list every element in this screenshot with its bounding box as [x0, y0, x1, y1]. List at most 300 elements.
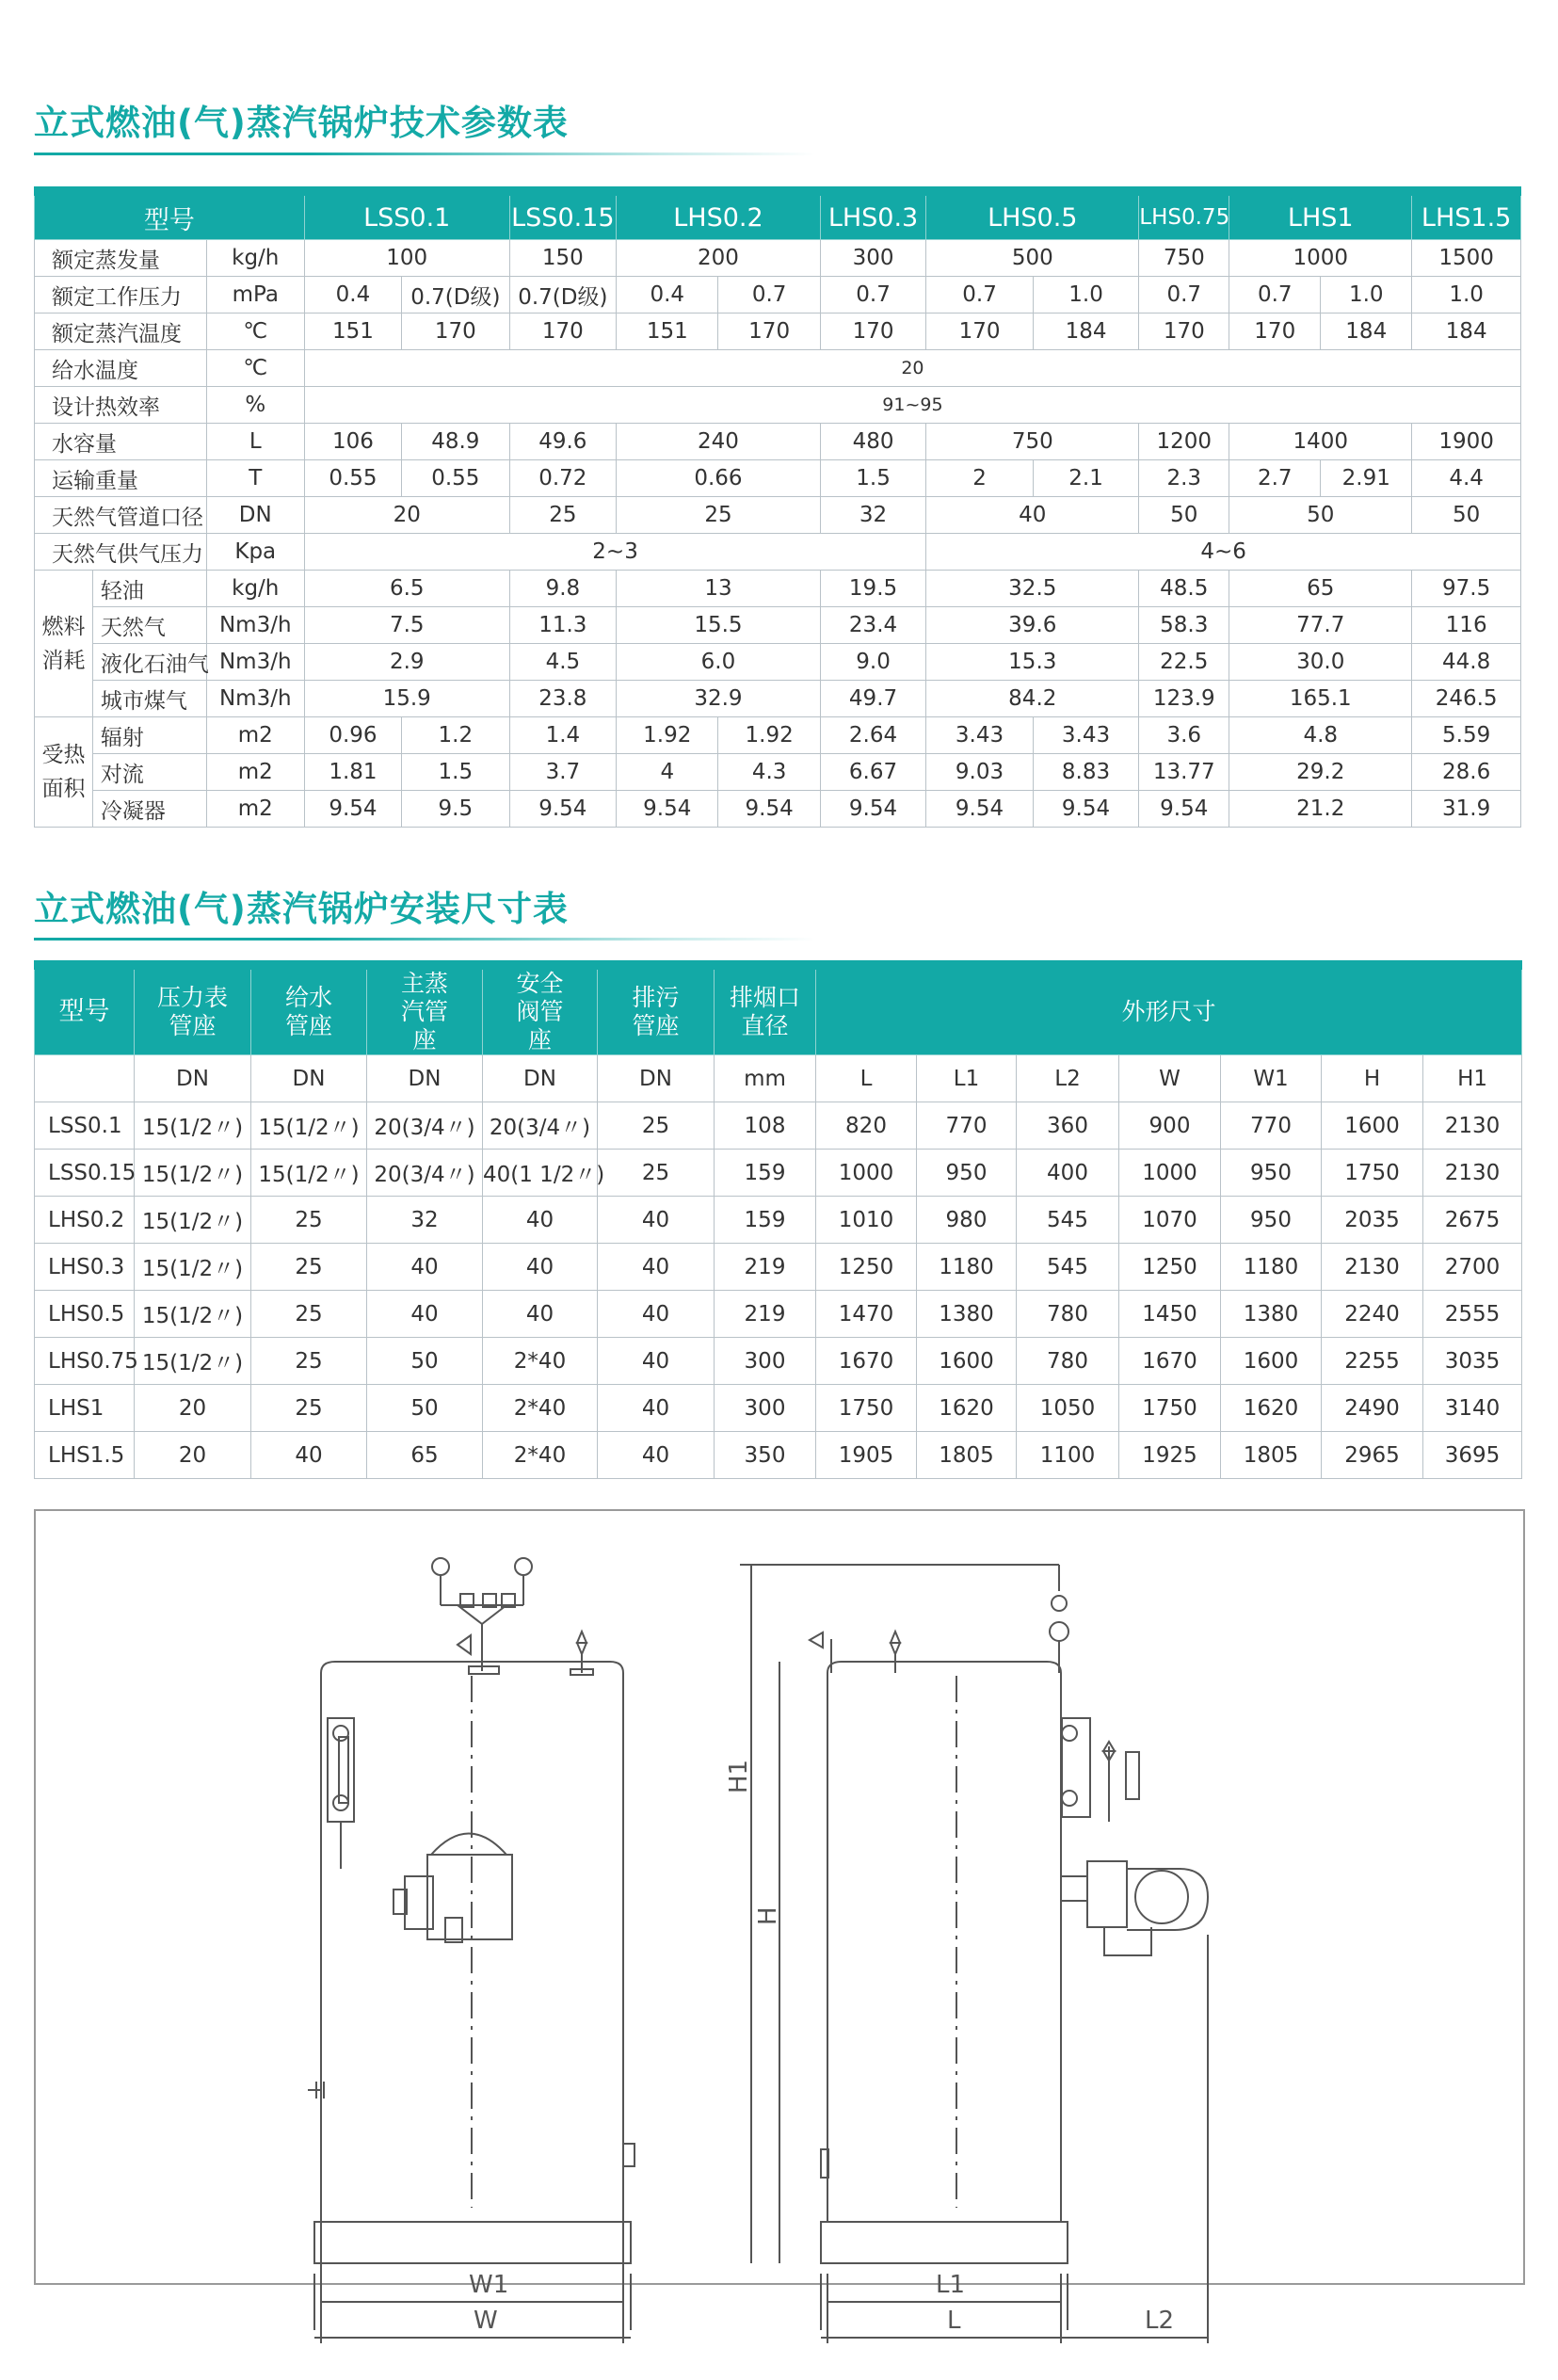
table-cell: 159	[715, 1150, 816, 1197]
table-cell: 48.5	[1139, 571, 1229, 607]
row-label: 液化石油气	[92, 644, 206, 681]
dimensions-table-body	[35, 1102, 1522, 1479]
column-header: 安全阀管座	[483, 970, 598, 1055]
unit-cell: W	[1119, 1055, 1221, 1102]
table-cell: 1.92	[617, 717, 718, 754]
table-cell: 0.7	[718, 277, 820, 314]
table-cell: 21.2	[1229, 791, 1412, 828]
table-cell: 58.3	[1139, 607, 1229, 644]
table-cell: 1470	[816, 1291, 917, 1338]
table-row	[35, 1432, 1522, 1479]
table-cell: 97.5	[1412, 571, 1521, 607]
row-unit: Nm3/h	[206, 644, 304, 681]
table-cell: 15.9	[304, 681, 509, 717]
table-cell: 545	[1017, 1244, 1119, 1291]
row-label: 城市煤气	[92, 681, 206, 717]
table-cell: 25	[251, 1291, 367, 1338]
table-cell: 170	[926, 314, 1034, 350]
table-cell: 1600	[1221, 1338, 1322, 1385]
table-cell: 1000	[1229, 240, 1412, 277]
table-cell: 480	[820, 424, 925, 460]
table-cell: 1250	[816, 1244, 917, 1291]
table-cell: 2~3	[304, 534, 925, 571]
table-cell: 13	[617, 571, 821, 607]
table-cell: 2675	[1423, 1197, 1522, 1244]
table-cell: 1750	[1119, 1385, 1221, 1432]
table-cell: 20(3/4〃)	[367, 1102, 483, 1150]
column-header: 压力表管座	[135, 970, 251, 1055]
dim-label-w1: W1	[469, 2271, 509, 2299]
table-cell: 1250	[1119, 1244, 1221, 1291]
table-cell: 23.8	[509, 681, 617, 717]
table-cell: 40	[598, 1291, 715, 1338]
table-cell: 2255	[1322, 1338, 1423, 1385]
table-cell: 4.8	[1229, 717, 1412, 754]
unit-cell: L	[816, 1055, 917, 1102]
row-unit: ℃	[206, 314, 304, 350]
model-cell: LSS0.15	[35, 1150, 135, 1197]
table-cell: 1620	[917, 1385, 1017, 1432]
technical-parameters-table	[34, 186, 1521, 828]
install-table-title: 立式燃油(气)蒸汽锅炉安装尺寸表	[34, 889, 569, 929]
table-cell: 151	[304, 314, 401, 350]
table-cell: 1900	[1412, 424, 1521, 460]
table-cell: 15(1/2〃)	[251, 1102, 367, 1150]
dimensions-header: 外形尺寸	[816, 970, 1522, 1055]
table-cell: 2*40	[483, 1385, 598, 1432]
row-unit: Nm3/h	[206, 607, 304, 644]
table-cell: 3695	[1423, 1432, 1522, 1479]
table-top-bar	[35, 187, 1521, 196]
front-view	[308, 1558, 634, 2343]
row-label: 天然气供气压力	[35, 534, 207, 571]
model-cell: LHS0.3	[35, 1244, 135, 1291]
table-cell: 9.54	[304, 791, 401, 828]
table-cell: 1070	[1119, 1197, 1221, 1244]
table-cell: 20(3/4〃)	[483, 1102, 598, 1150]
table-cell: 9.54	[820, 791, 925, 828]
table-cell: 50	[367, 1385, 483, 1432]
table-cell: 1450	[1119, 1291, 1221, 1338]
dim-label-w: W	[474, 2307, 498, 2335]
table-cell: 50	[1412, 497, 1521, 534]
table-cell: 15(1/2〃)	[251, 1150, 367, 1197]
model-col-header: LHS1	[1229, 196, 1412, 240]
table-cell: 32.5	[926, 571, 1139, 607]
table-cell: 400	[1017, 1150, 1119, 1197]
table-cell: 50	[1139, 497, 1229, 534]
table-cell: 1.0	[1412, 277, 1521, 314]
table-cell: 40	[367, 1244, 483, 1291]
row-label: 对流	[92, 754, 206, 791]
unit-cell: DN	[483, 1055, 598, 1102]
table-cell: 2.7	[1229, 460, 1321, 497]
row-label: 额定工作压力	[35, 277, 207, 314]
table-cell: 170	[820, 314, 925, 350]
table-cell: 170	[1229, 314, 1321, 350]
table-cell: 106	[304, 424, 401, 460]
model-col-header: LSS0.1	[304, 196, 509, 240]
table-cell: 40(1 1/2〃)	[483, 1150, 598, 1197]
table-cell: 4.3	[718, 754, 820, 791]
fuel-group-label: 燃料消耗	[35, 571, 93, 717]
unit-cell: H	[1322, 1055, 1423, 1102]
table-cell: 184	[1033, 314, 1138, 350]
table-cell: 1905	[816, 1432, 917, 1479]
table-cell: 2555	[1423, 1291, 1522, 1338]
row-label: 运输重量	[35, 460, 207, 497]
table-cell: 159	[715, 1197, 816, 1244]
table-cell: 0.66	[617, 460, 821, 497]
table-cell: 65	[367, 1432, 483, 1479]
table-cell: 108	[715, 1102, 816, 1150]
table-cell: 116	[1412, 607, 1521, 644]
table-cell: 1925	[1119, 1432, 1221, 1479]
table-cell: 219	[715, 1244, 816, 1291]
title-underline	[34, 153, 815, 155]
table-cell: 1050	[1017, 1385, 1119, 1432]
model-cell: LSS0.1	[35, 1102, 135, 1150]
row-unit: Nm3/h	[206, 681, 304, 717]
table-cell: 25	[251, 1197, 367, 1244]
table-row	[35, 1338, 1522, 1385]
table-cell: 4.5	[509, 644, 617, 681]
table-cell: 25	[509, 497, 617, 534]
table-cell: 1.5	[402, 754, 510, 791]
table-cell: 300	[715, 1385, 816, 1432]
table-cell: 1600	[1322, 1102, 1423, 1150]
table-cell: 9.54	[926, 791, 1034, 828]
table-cell: 0.7	[926, 277, 1034, 314]
title-underline	[34, 938, 815, 941]
table-cell: 770	[917, 1102, 1017, 1150]
table-cell: 123.9	[1139, 681, 1229, 717]
table-cell: 5.59	[1412, 717, 1521, 754]
table-cell: 1.0	[1033, 277, 1138, 314]
table-cell: 950	[917, 1150, 1017, 1197]
table-cell: 1.5	[820, 460, 925, 497]
table-cell: 15(1/2〃)	[135, 1244, 251, 1291]
table-cell: 15(1/2〃)	[135, 1197, 251, 1244]
table-cell: 15(1/2〃)	[135, 1150, 251, 1197]
table-cell: 1200	[1139, 424, 1229, 460]
table-cell: 2965	[1322, 1432, 1423, 1479]
row-unit: ℃	[206, 350, 304, 387]
table-cell: 84.2	[926, 681, 1139, 717]
table-cell: 170	[718, 314, 820, 350]
model-cell: LHS1.5	[35, 1432, 135, 1479]
unit-cell: L1	[917, 1055, 1017, 1102]
row-label: 天然气	[92, 607, 206, 644]
table-row	[35, 1102, 1522, 1150]
table-cell: 184	[1321, 314, 1412, 350]
row-label: 冷凝器	[92, 791, 206, 828]
pressure-gauge-icon	[432, 1558, 449, 1575]
table-cell: 350	[715, 1432, 816, 1479]
table-cell: 2700	[1423, 1244, 1522, 1291]
table-cell: 2*40	[483, 1432, 598, 1479]
column-header: 给水管座	[251, 970, 367, 1055]
table-cell: 6.67	[820, 754, 925, 791]
row-unit: kg/h	[206, 571, 304, 607]
table-cell: 3140	[1423, 1385, 1522, 1432]
model-col-header: LHS0.2	[617, 196, 821, 240]
table-cell: 1600	[917, 1338, 1017, 1385]
table-cell: 300	[820, 240, 925, 277]
unit-cell: DN	[251, 1055, 367, 1102]
table-cell: 1.0	[1321, 277, 1412, 314]
table-cell: 7.5	[304, 607, 509, 644]
table-cell: 980	[917, 1197, 1017, 1244]
row-unit: DN	[206, 497, 304, 534]
table-cell: 2130	[1423, 1150, 1522, 1197]
table-cell: 1750	[816, 1385, 917, 1432]
dim-label-l2: L2	[1145, 2307, 1175, 2335]
table-cell: 1000	[816, 1150, 917, 1197]
row-label: 水容量	[35, 424, 207, 460]
table-cell: 2130	[1322, 1244, 1423, 1291]
table-cell: 30.0	[1229, 644, 1412, 681]
unit-cell: DN	[598, 1055, 715, 1102]
table-cell: 2240	[1322, 1291, 1423, 1338]
table-cell: 39.6	[926, 607, 1139, 644]
table-cell: 360	[1017, 1102, 1119, 1150]
table-cell: 22.5	[1139, 644, 1229, 681]
unit-cell: DN	[135, 1055, 251, 1102]
model-col-header: LHS0.5	[926, 196, 1139, 240]
table-cell: 0.4	[617, 277, 718, 314]
table-cell: 1.4	[509, 717, 617, 754]
row-label: 额定蒸汽温度	[35, 314, 207, 350]
table-cell: 32.9	[617, 681, 821, 717]
table-cell: 23.4	[820, 607, 925, 644]
table-cell: 0.55	[304, 460, 401, 497]
installation-dimensions-table	[34, 960, 1522, 1479]
boiler-outline-drawing	[36, 1511, 1523, 2335]
table-cell: 165.1	[1229, 681, 1412, 717]
dim-label-l: L	[947, 2307, 961, 2335]
table-cell: 40	[598, 1338, 715, 1385]
table-cell: 200	[617, 240, 821, 277]
table-cell: 40	[483, 1197, 598, 1244]
table-cell: 0.7	[1229, 277, 1321, 314]
dim-label-h1: H1	[725, 1759, 753, 1793]
row-unit: L	[206, 424, 304, 460]
table-cell: 1180	[1221, 1244, 1322, 1291]
row-unit: m2	[206, 717, 304, 754]
table-cell: 9.54	[509, 791, 617, 828]
table-cell: 0.72	[509, 460, 617, 497]
table-cell: 49.6	[509, 424, 617, 460]
table-cell: 15(1/2〃)	[135, 1291, 251, 1338]
table-cell: 1180	[917, 1244, 1017, 1291]
table-cell: 65	[1229, 571, 1412, 607]
table-cell: 1805	[917, 1432, 1017, 1479]
row-label: 辐射	[92, 717, 206, 754]
unit-cell: DN	[367, 1055, 483, 1102]
table-row	[35, 1385, 1522, 1432]
table-cell: 20	[135, 1385, 251, 1432]
table-cell: 13.77	[1139, 754, 1229, 791]
table-cell: 750	[1139, 240, 1229, 277]
table-cell: 0.4	[304, 277, 401, 314]
table-cell: 1670	[816, 1338, 917, 1385]
table-cell: 9.54	[1033, 791, 1138, 828]
table-cell: 50	[367, 1338, 483, 1385]
table-cell: 1670	[1119, 1338, 1221, 1385]
spec-table-title: 立式燃油(气)蒸汽锅炉技术参数表	[34, 103, 569, 143]
table-top-bar	[35, 961, 1522, 970]
table-cell: 48.9	[402, 424, 510, 460]
table-cell: 1.92	[718, 717, 820, 754]
table-cell: 545	[1017, 1197, 1119, 1244]
table-cell: 40	[598, 1385, 715, 1432]
table-cell: 0.96	[304, 717, 401, 754]
table-row	[35, 1197, 1522, 1244]
table-row	[35, 1291, 1522, 1338]
table-cell: 1010	[816, 1197, 917, 1244]
table-cell: 1500	[1412, 240, 1521, 277]
table-cell: 20	[304, 497, 509, 534]
unit-cell: L2	[1017, 1055, 1119, 1102]
unit-cell: mm	[715, 1055, 816, 1102]
table-cell: 15(1/2〃)	[135, 1102, 251, 1150]
installation-drawing-frame	[34, 1509, 1525, 2335]
table-cell: 25	[617, 497, 821, 534]
table-cell: 9.54	[617, 791, 718, 828]
table-cell: 91~95	[304, 387, 1520, 424]
table-cell: 3.6	[1139, 717, 1229, 754]
table-cell: 28.6	[1412, 754, 1521, 791]
row-unit: m2	[206, 791, 304, 828]
table-cell: 750	[926, 424, 1139, 460]
table-cell: 1620	[1221, 1385, 1322, 1432]
table-cell: 3035	[1423, 1338, 1522, 1385]
table-cell: 900	[1119, 1102, 1221, 1150]
table-cell: 1805	[1221, 1432, 1322, 1479]
table-cell: 2*40	[483, 1338, 598, 1385]
table-cell: 151	[617, 314, 718, 350]
table-cell: 31.9	[1412, 791, 1521, 828]
table-cell: 29.2	[1229, 754, 1412, 791]
model-col-header: LHS0.75	[1139, 196, 1229, 240]
table-cell: 40	[598, 1244, 715, 1291]
dim-label-h: H	[754, 1906, 782, 1925]
table-cell: 184	[1412, 314, 1521, 350]
table-cell: 40	[483, 1291, 598, 1338]
table-cell: 2490	[1322, 1385, 1423, 1432]
table-cell: 1400	[1229, 424, 1412, 460]
table-cell: 6.0	[617, 644, 821, 681]
table-row	[35, 1150, 1522, 1197]
table-cell: 50	[1229, 497, 1412, 534]
row-unit: T	[206, 460, 304, 497]
table-cell: 40	[926, 497, 1139, 534]
row-label: 天然气管道口径	[35, 497, 207, 534]
row-label: 设计热效率	[35, 387, 207, 424]
table-cell: 40	[483, 1244, 598, 1291]
table-cell: 9.54	[718, 791, 820, 828]
table-cell: 1750	[1322, 1150, 1423, 1197]
table-cell: 2.64	[820, 717, 925, 754]
table-cell: 1.81	[304, 754, 401, 791]
table-cell: 4.4	[1412, 460, 1521, 497]
table-cell: 0.7(D级)	[509, 277, 617, 314]
model-cell: LHS0.5	[35, 1291, 135, 1338]
table-cell: 1380	[917, 1291, 1017, 1338]
table-cell: 15.3	[926, 644, 1139, 681]
table-cell: 0.7(D级)	[402, 277, 510, 314]
table-cell: 3.43	[1033, 717, 1138, 754]
row-label: 轻油	[92, 571, 206, 607]
row-unit: Kpa	[206, 534, 304, 571]
side-view	[740, 1565, 1208, 2343]
table-cell: 2.1	[1033, 460, 1138, 497]
table-cell: 19.5	[820, 571, 925, 607]
table-cell: 6.5	[304, 571, 509, 607]
table-cell: 0.7	[1139, 277, 1229, 314]
table-cell: 4	[617, 754, 718, 791]
row-unit: kg/h	[206, 240, 304, 277]
column-header: 主蒸汽管座	[367, 970, 483, 1055]
table-cell: 9.0	[820, 644, 925, 681]
table-cell: 170	[509, 314, 617, 350]
table-cell: 246.5	[1412, 681, 1521, 717]
unit-cell: W1	[1221, 1055, 1322, 1102]
table-cell: 40	[251, 1432, 367, 1479]
table-cell: 20	[135, 1432, 251, 1479]
model-cell: LHS1	[35, 1385, 135, 1432]
table-cell: 9.5	[402, 791, 510, 828]
table-cell: 1.2	[402, 717, 510, 754]
table-cell: 9.8	[509, 571, 617, 607]
table-cell: 820	[816, 1102, 917, 1150]
table-cell: 0.7	[820, 277, 925, 314]
table-cell: 40	[367, 1291, 483, 1338]
table-cell: 170	[402, 314, 510, 350]
model-cell: LHS0.75	[35, 1338, 135, 1385]
table-cell: 32	[367, 1197, 483, 1244]
model-col-header: LHS1.5	[1412, 196, 1521, 240]
table-cell: 500	[926, 240, 1139, 277]
table-cell: 9.54	[1139, 791, 1229, 828]
table-cell: 25	[251, 1244, 367, 1291]
table-cell: 770	[1221, 1102, 1322, 1150]
table-cell: 15.5	[617, 607, 821, 644]
table-cell	[35, 1055, 135, 1102]
table-cell: 1380	[1221, 1291, 1322, 1338]
table-cell: 2130	[1423, 1102, 1522, 1150]
table-cell: 49.7	[820, 681, 925, 717]
table-cell: 9.03	[926, 754, 1034, 791]
table-cell: 4~6	[926, 534, 1521, 571]
table-cell: 3.7	[509, 754, 617, 791]
table-cell: 300	[715, 1338, 816, 1385]
table-cell: 780	[1017, 1291, 1119, 1338]
model-cell: LHS0.2	[35, 1197, 135, 1244]
column-header: 排烟口直径	[715, 970, 816, 1055]
table-cell: 2035	[1322, 1197, 1423, 1244]
table-cell: 2	[926, 460, 1034, 497]
heat-group-label: 受热面积	[35, 717, 93, 828]
row-unit: m2	[206, 754, 304, 791]
table-cell: 780	[1017, 1338, 1119, 1385]
model-col-header: LSS0.15	[509, 196, 617, 240]
table-cell: 2.9	[304, 644, 509, 681]
table-cell: 20	[304, 350, 1520, 387]
model-header: 型号	[35, 196, 305, 240]
table-cell: 2.3	[1139, 460, 1229, 497]
